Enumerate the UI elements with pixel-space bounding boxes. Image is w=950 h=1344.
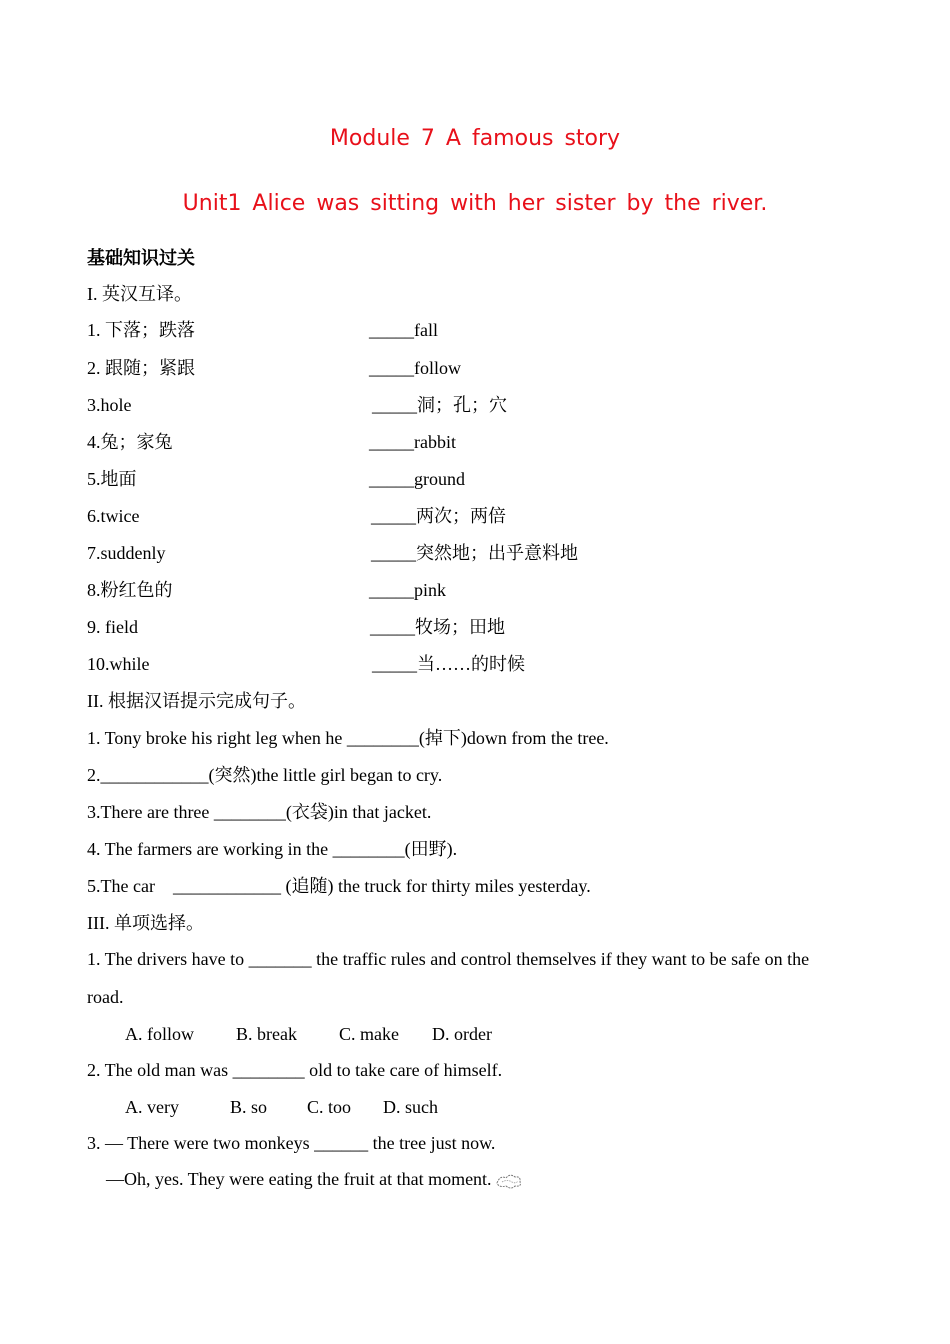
vocab-row [87,579,787,601]
vocab-left: 1. 下落；跌落 [87,320,195,340]
vocab-row [87,616,787,638]
vocab-row [87,542,787,564]
option-c: C. make [339,1024,399,1044]
vocab-row [87,394,787,416]
question-3-reply: —Oh, yes. They were eating the fruit at that moment. [106,1169,492,1189]
option-a: A. follow [125,1024,194,1044]
option-b: B. break [236,1024,297,1044]
question-2-options [125,1096,438,1118]
unit-title: Unit1 Alice was sitting with her sister by the river. [182,191,768,216]
vocab-left: 3.hole [87,395,132,415]
question-1-line2: road. [87,987,124,1007]
option-a: A. very [125,1097,179,1117]
vocab-row [87,653,787,675]
vocab-right: _____rabbit [369,432,456,452]
vocab-left: 5.地面 [87,469,137,489]
option-d: D. such [383,1097,438,1117]
question-3-line1: 3. — There were two monkeys ______ the tree just now. [87,1133,496,1153]
vocab-row [87,357,787,379]
question-1-options [125,1023,492,1045]
sentence-item: 4. The farmers are working in the ________(田野). [87,839,458,859]
section-heading: 基础知识过关 [87,248,195,268]
vocab-right: _____follow [369,358,461,378]
question-1-line1: 1. The drivers have to _______ the traffic rules and control themselves if they want to be safe on the [87,949,810,969]
vocab-right: _____牧场；田地 [370,617,505,637]
vocab-right: _____当……的时候 [372,654,525,674]
option-d: D. order [432,1024,492,1044]
vocab-left: 9. field [87,617,138,637]
vocab-left: 7.suddenly [87,543,166,563]
option-b: B. so [230,1097,268,1117]
part1-heading: I. 英汉互译。 [87,284,192,304]
sentence-item: 2.____________(突然)the little girl began to cry. [87,765,443,785]
vocab-right: _____两次；两倍 [371,506,506,526]
sentence-item: 1. Tony broke his right leg when he ________(掉下)down from the tree. [87,728,609,748]
question-3-line2 [106,1168,524,1191]
module-title: Module 7 A famous story [329,126,621,151]
sentence-item: 5.The car ____________ (追随) the truck for thirty miles yesterday. [87,876,591,896]
question-2: 2. The old man was ________ old to take care of himself. [87,1060,503,1080]
sentence-item: 3.There are three ________(衣袋)in that jacket. [87,802,432,822]
vocab-right: _____ground [369,469,465,489]
vocab-right: _____洞；孔；穴 [372,395,507,415]
vocab-left: 8.粉红色的 [87,580,173,600]
scribble-icon [494,1171,524,1191]
vocab-row [87,505,787,527]
option-c: C. too [307,1097,352,1117]
vocab-left: 6.twice [87,506,140,526]
part2-heading: II. 根据汉语提示完成句子。 [87,691,306,711]
part3-heading: III. 单项选择。 [87,913,204,933]
vocab-left: 10.while [87,654,150,674]
vocab-row [87,468,787,490]
vocab-row [87,431,787,453]
vocab-right: _____突然地；出乎意料地 [371,543,578,563]
vocab-right: _____fall [369,320,438,340]
vocab-left: 2. 跟随；紧跟 [87,358,195,378]
vocab-right: _____pink [369,580,447,600]
vocab-left: 4.兔；家兔 [87,432,173,452]
vocab-row [87,319,787,341]
